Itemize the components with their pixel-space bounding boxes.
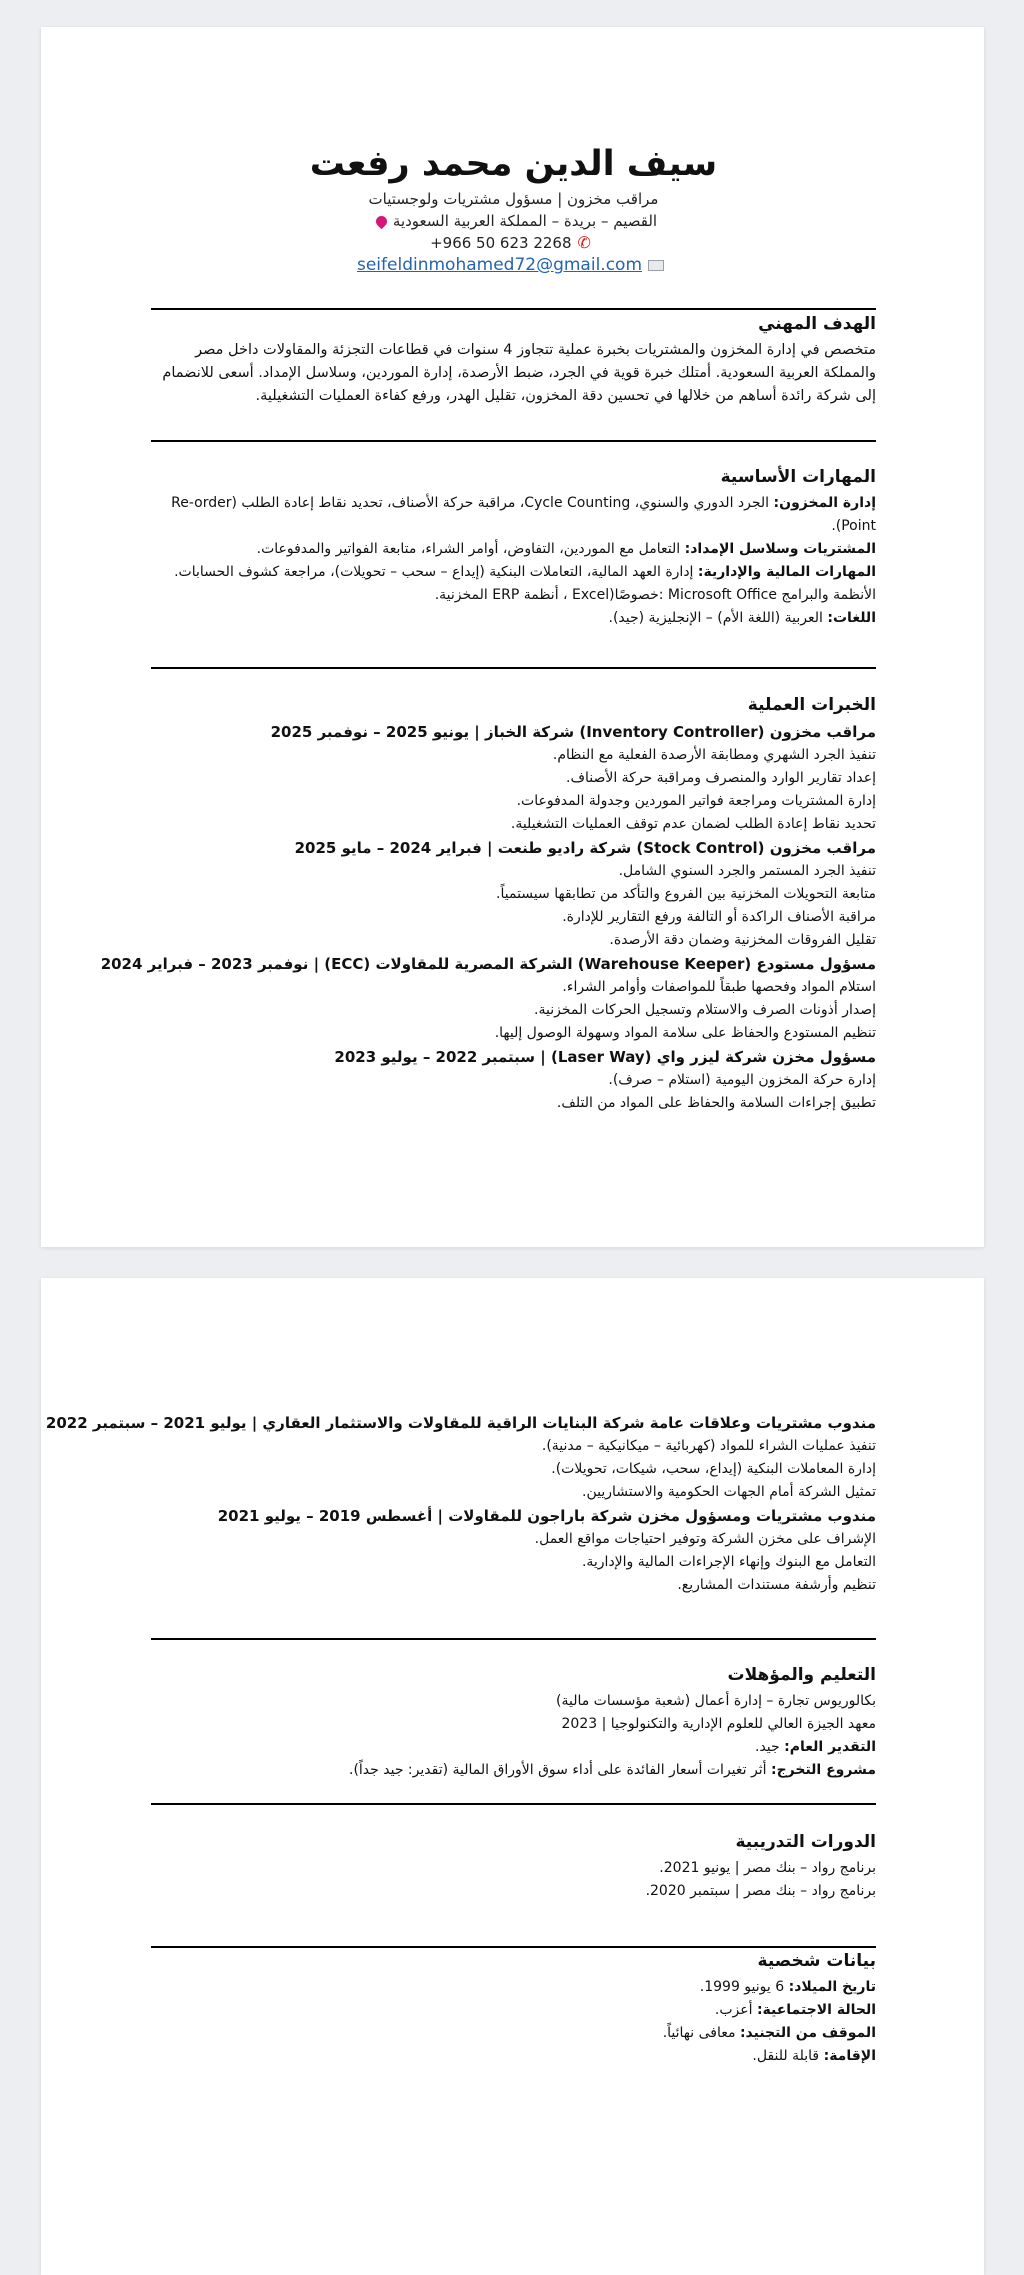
job-duty: تطبيق إجراءات السلامة والحفاظ على المواد من التلف. bbox=[556, 1095, 876, 1111]
job-duty: تحديد نقاط إعادة الطلب لضمان عدم توقف العمليات التشغيلية. bbox=[510, 816, 876, 832]
section-divider bbox=[151, 308, 876, 310]
skill-item: المهارات المالية والإدارية: إدارة العهد المالية، التعاملات البنكية (إيداع – سحب – تحويلات)، مراجعة كشوف الحسابات. bbox=[174, 564, 876, 580]
job-duty: إصدار أذونات الصرف والاستلام وتسجيل الحركات المخزنية. bbox=[534, 1002, 876, 1018]
job-title: مراقب مخزون | مسؤول مشتريات ولوجستيات bbox=[368, 190, 659, 208]
section-title-experience: الخبرات العملية bbox=[747, 695, 876, 715]
job-duty: إدارة المشتريات ومراجعة فواتير الموردين وجدولة المدفوعات. bbox=[516, 793, 876, 809]
job-duty: تنظيم وأرشفة مستندات المشاريع. bbox=[677, 1577, 876, 1593]
email-link[interactable]: seifeldinmohamed72@gmail.com bbox=[356, 255, 642, 275]
phone-number: +966 50 623 2268 bbox=[430, 234, 572, 252]
location-text: القصيم – بريدة – المملكة العربية السعودية bbox=[392, 212, 658, 230]
section-divider bbox=[151, 667, 876, 669]
job-heading: مندوب مشتريات وعلاقات عامة شركة البنايات الراقية للمقاولات والاستثمار العقاري | يوليو 2021 – سبتمبر 2022 bbox=[45, 1414, 876, 1432]
personal-item: الحالة الاجتماعية: أعزب. bbox=[714, 2002, 876, 2018]
section-title-objective: الهدف المهني bbox=[758, 314, 876, 334]
job-duty: تمثيل الشركة أمام الجهات الحكومية والاستشاريين. bbox=[582, 1484, 876, 1500]
location-line bbox=[151, 210, 876, 232]
experience-continued bbox=[45, 1411, 876, 1597]
course-item: برنامج رواد – بنك مصر | سبتمبر 2020. bbox=[645, 1883, 876, 1899]
job-heading: مسؤول مخزن شركة ليزر واي (Laser Way) | سبتمبر 2022 – يوليو 2023 bbox=[334, 1048, 876, 1066]
job-duty: تنفيذ الجرد المستمر والجرد السنوي الشامل. bbox=[618, 863, 876, 879]
job-heading: مراقب مخزون (Inventory Controller) شركة الخباز | يونيو 2025 – نوفمبر 2025 bbox=[270, 723, 876, 741]
location-pin-icon bbox=[374, 214, 390, 230]
education-section bbox=[151, 1662, 876, 1782]
objective-section bbox=[151, 311, 876, 408]
personal-item: الإقامة: قابلة للنقل. bbox=[752, 2048, 876, 2064]
resume-header bbox=[151, 140, 876, 276]
institute: معهد الجيزة العالي للعلوم الإدارية والتكنولوجيا | 2023 bbox=[561, 1716, 876, 1732]
phone-line bbox=[151, 232, 876, 254]
email-line bbox=[151, 254, 876, 276]
job-duty: تقليل الفروقات المخزنية وضمان دقة الأرصدة. bbox=[609, 932, 876, 948]
section-title-education: التعليم والمؤهلات bbox=[727, 1665, 876, 1685]
section-divider bbox=[151, 440, 876, 442]
skills-section bbox=[151, 464, 876, 630]
phone-icon: ✆ bbox=[577, 233, 591, 252]
skill-item: الأنظمة والبرامج Microsoft Office :خصوصًا(Excel ، أنظمة ERP المخزنية. bbox=[434, 587, 876, 603]
job-duty: متابعة التحويلات المخزنية بين الفروع والتأكد من تطابقها سيستمياً. bbox=[496, 886, 876, 902]
section-title-skills: المهارات الأساسية bbox=[720, 467, 876, 487]
personal-section bbox=[151, 1948, 876, 2068]
job-duty: تنفيذ الجرد الشهري ومطابقة الأرصدة الفعلية مع النظام. bbox=[552, 747, 876, 763]
job-duty: استلام المواد وفحصها طبقاً للمواصفات وأوامر الشراء. bbox=[562, 979, 876, 995]
objective-text: متخصص في إدارة المخزون والمشتريات بخبرة عملية تتجاوز 4 سنوات في قطاعات التجزئة والمقاولات داخل مصر والمملكة العربية السعودية. أمتلك خبرة قوية في الجرد، ضبط الأرصدة، إدارة الموردين، وسلاسل الإمداد. أسعى للانضمام إلى شركة رائدة أساهم من خلالها في تحسين دقة المخزون، تقليل الهدر، ورفع كفاءة العمليات التشغيلية. bbox=[162, 342, 876, 404]
job-duty: مراقبة الأصناف الراكدة أو التالفة ورفع التقارير للإدارة. bbox=[562, 909, 876, 925]
job-duty: التعامل مع البنوك وإنهاء الإجراءات المالية والإدارية. bbox=[581, 1554, 876, 1570]
job-duty: تنفيذ عمليات الشراء للمواد (كهربائية – ميكانيكية – مدنية). bbox=[541, 1438, 876, 1454]
candidate-name: سيف الدين محمد رفعت bbox=[309, 144, 718, 184]
job-heading: مندوب مشتريات ومسؤول مخزن شركة باراجون للمقاولات | أغسطس 2019 – يوليو 2021 bbox=[217, 1507, 876, 1525]
skill-item: إدارة المخزون: الجرد الدوري والسنوي، Cycle Counting، مراقبة حركة الأصناف، تحديد نقاط إعادة الطلب (Re-order Point). bbox=[171, 495, 876, 534]
degree: بكالوريوس تجارة – إدارة أعمال (شعبة مؤسسات مالية) bbox=[556, 1693, 876, 1709]
job-duty: تنظيم المستودع والحفاظ على سلامة المواد وسهولة الوصول إليها. bbox=[494, 1025, 876, 1041]
experience-section bbox=[100, 692, 876, 1115]
job-heading: مسؤول مستودع (Warehouse Keeper) الشركة المصرية للمقاولات (ECC) | نوفمبر 2023 – فبراير 2024 bbox=[100, 955, 876, 973]
courses-section bbox=[151, 1829, 876, 1903]
graduation-project: مشروع التخرج: أثر تغيرات أسعار الفائدة على أداء سوق الأوراق المالية (تقدير: جيد جداً). bbox=[349, 1762, 876, 1778]
resume-page-2 bbox=[41, 1278, 984, 2275]
skill-item: اللغات: العربية (اللغة الأم) – الإنجليزية (جيد). bbox=[608, 610, 876, 626]
job-duty: الإشراف على مخزن الشركة وتوفير احتياجات مواقع العمل. bbox=[534, 1531, 876, 1547]
mail-icon bbox=[648, 260, 664, 271]
job-heading: مراقب مخزون (Stock Control) شركة راديو طنعت | فبراير 2024 – مايو 2025 bbox=[294, 839, 876, 857]
section-divider bbox=[151, 1638, 876, 1640]
skill-item: المشتريات وسلاسل الإمداد: التعامل مع الموردين، التفاوض، أوامر الشراء، متابعة الفواتير والمدفوعات. bbox=[256, 541, 876, 557]
job-duty: إعداد تقارير الوارد والمنصرف ومراقبة حركة الأصناف. bbox=[566, 770, 876, 786]
job-duty: إدارة المعاملات البنكية (إيداع، سحب، شيكات، تحويلات). bbox=[551, 1461, 876, 1477]
grade: التقدير العام: جيد. bbox=[755, 1739, 876, 1755]
personal-item: تاريخ الميلاد: 6 يونيو 1999. bbox=[699, 1979, 876, 1995]
job-duty: إدارة حركة المخزون اليومية (استلام – صرف). bbox=[608, 1072, 876, 1088]
resume-page-1 bbox=[41, 27, 984, 1247]
section-title-personal: بيانات شخصية bbox=[757, 1951, 876, 1971]
section-title-courses: الدورات التدريبية bbox=[735, 1832, 876, 1852]
personal-item: الموقف من التجنيد: معافى نهائياً. bbox=[662, 2025, 876, 2041]
section-divider bbox=[151, 1803, 876, 1805]
course-item: برنامج رواد – بنك مصر | يونيو 2021. bbox=[659, 1860, 876, 1876]
